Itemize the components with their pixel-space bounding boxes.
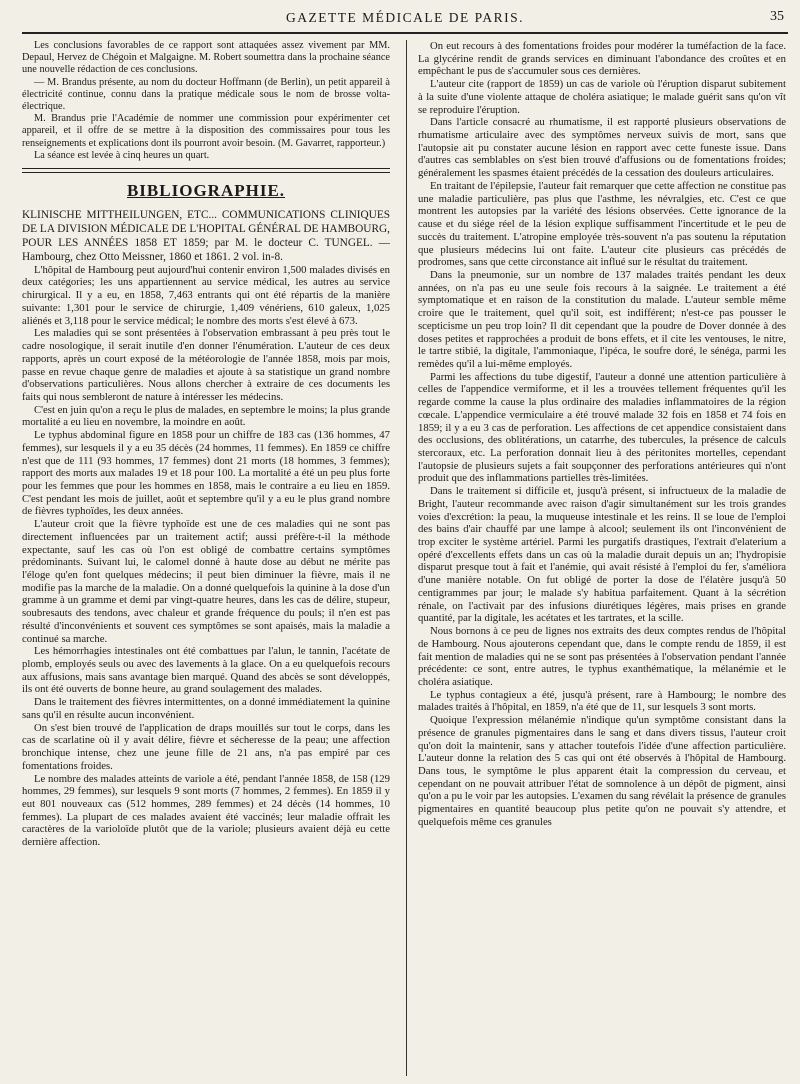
paragraph: Dans la pneumonie, sur un nombre de 137 malades traités pendant les deux années, on n'a pas eu une seule fois recours à la saignée. Le traitement a été symptomatique et en raison de la constitution du malade. L'auteur semble même croire que le traitement, quel qu'il soit, est indifférent; n'est-ce pas pousser le scepticisme un peu trop loin? Il dit cependant que la poudre de Dover donnée à des doses petites et rapprochées a produit de bons effets, et il cite les ventouses, le nitre, le tartre stibié, la digitale, l'ammoniaque, l'ipéca, le soufre doré, le sénéga, parmi les remèdes qu'il a lui-même employés. xyxy=(418,268,786,370)
paragraph: Dans le traitement des fièvres intermittentes, on a donné immédiatement la quinine sans qu'il en résulte aucun inconvénient. xyxy=(22,696,390,721)
page-number: 35 xyxy=(770,9,784,24)
running-title: GAZETTE MÉDICALE DE PARIS. xyxy=(286,10,524,25)
paragraph: Les conclusions favorables de ce rapport sont attaquées assez vivement par MM. Depaul, Hervez de Chégoin et Malgaigne. M. Robert soumettra dans la prochaine séance une nouvelle rédaction de ces conclusions. xyxy=(22,40,390,76)
page-header xyxy=(22,8,788,34)
paragraph: — M. Brandus présente, au nom du docteur Hoffmann (de Berlin), un petit appareil à électricité continue, connu dans la pratique médicale sous le nom de brosse volta-électrique. xyxy=(22,76,390,113)
paragraph: M. Brandus prie l'Académie de nommer une commission pour expérimenter cet appareil, et il offre de se mettre à la disposition des commissaires pour tous les renseignements et explications dont ils pourront avoir besoin. (M. Gavarret, rapporteur.) xyxy=(22,113,390,149)
paragraph: On eut recours à des fomentations froides pour modérer la tuméfaction de la face. La glycérine rendit de grands services en diminuant l'abondance des croûtes et en empêchant le pus de s'accumuler sous ces dernières. xyxy=(418,40,786,78)
paragraph: On s'est bien trouvé de l'application de draps mouillés sur tout le corps, dans les cas de scarlatine où il y avait délire, fièvre et sécheresse de la peau; une affection bronchique intense, chez une jeune fille de 21 ans, n'a pas empiré par ces fomentations froides. xyxy=(22,721,390,772)
left-column xyxy=(22,40,390,1080)
paragraph: Les hémorrhagies intestinales ont été combattues par l'alun, le tannin, l'acétate de plomb, employés seuls ou avec des lavements à la glace. On a eu quelquefois recours aux affusions, mais sans avantage bien marqué. Quand des abcès se sont développés, ils ont été ouverts de bonne heure, au grand soulagement des malades. xyxy=(22,645,390,696)
academy-report xyxy=(22,40,390,162)
section-rule xyxy=(22,168,390,173)
paragraph: L'auteur cite (rapport de 1859) un cas de variole où l'éruption disparut subitement à la suite d'une violente attaque de choléra asiatique; le malade guérit sans qu'on vît se reproduire l'éruption. xyxy=(418,78,786,116)
book-reference: KLINISCHE MITTHEILUNGEN, ETC... COMMUNICATIONS CLINIQUES DE LA DIVISION MÉDICALE DE L'HOPITAL GÉNÉRAL DE HAMBOURG, POUR LES ANNÉES 1858 ET 1859; par M. le docteur C. TUNGEL. — Hambourg, chez Otto Meissner, 1860 et 1861. 2 vol. in-8. xyxy=(22,208,390,263)
paragraph: En traitant de l'épilepsie, l'auteur fait remarquer que cette affection ne constitue pas une maladie particulière, pas plus que l'asthme, les névralgies, etc. C'est ce que montrent les autopsies par la variété des lésions observées. Cette ignorance de la cause et du siége réel de la lésion explique suffisamment l'incertitude et le peu de succès du traitement. L'atropine employée très-souvent n'a pas soutenu la réputation que plusieurs médecins lui ont faite. L'auteur cite plusieurs cas précédés de prodromes, sans que cette circonstance ait influé sur le résultat du traitement. xyxy=(418,179,786,269)
paragraph: Parmi les affections du tube digestif, l'auteur a donné une attention particulière à celles de l'appendice vermiforme, et il les a trouvées tellement fréquentes qu'il les regarde comme la cause la plus ordinaire des maladies inflammatoires de la région cœcale. L'appendice vermiculaire a été trouvé malade 32 fois en 1858 et 74 fois en 1859; il y a eu 3 cas de perforation. Les affections de cet appendice consistaient dans des occlusions, des oblitérations, un catarrhe, des tubercules, la présence de calculs stercoraux, etc. La perforation donnait lieu à des péritonites mortelles, cependant l'autopsie de plusieurs sujets a fait soupçonner des perforations antérieures qui n'ont produit que des inflammations partielles très-limitées. xyxy=(418,370,786,485)
section-title: BIBLIOGRAPHIE. xyxy=(126,181,286,201)
column-divider xyxy=(406,40,407,1076)
paragraph: Le typhus abdominal figure en 1858 pour un chiffre de 183 cas (136 hommes, 47 femmes), sur lesquels il y a eu 35 décès (24 hommes, 11 femmes). En 1859 ce chiffre n'est que de 111 (93 hommes, 17 femmes) dont 21 morts (18 hommes, 3 femmes); rapport des morts aux malades 19 et 18 pour 100. La mortalité a été un peu plus forte pour les femmes que pour les hommes en 1858, mais le contraire a eu lieu en 1859. C'est pendant les mois de juillet, août et septembre qu'il y a eu le plus grand nombre de fièvres typhoïdes, les deux années. xyxy=(22,429,390,518)
paragraph: L'auteur croit que la fièvre typhoïde est une de ces maladies qui ne sont pas directement influencées par un traitement actif; aussi préfère-t-il la méthode expectante, sauf les cas où l'on est obligé de combattre certains symptômes prédominants. Suivant lui, le calomel donné à haute dose au début ne mérite pas l'éloge qu'en font quelques médecins; il peut bien diminuer la fièvre, mais il ne modifie pas la marche de la maladie. On a donné quelquefois la quinine à la dose d'un gramme à un gramme et demi par vingt-quatre heures, dans les cas de délire, stupeur, soubresauts des tendons, avec chaleur et grande fréquence du pouls; il n'en est pas résulté d'inconvénients et souvent ces symptômes se sont apaisés, mais la maladie a continué sa marche. xyxy=(22,518,390,645)
paragraph: Dans l'article consacré au rhumatisme, il est rapporté plusieurs observations de rhumatisme articulaire avec des symptômes nerveux suivis de mort, sans que l'autopsie ait pu constater aucune lésion en rapport avec cette funeste issue. Dans d'autres cas semblables on s'est bien trouvé d'affusions ou de fomentations froides; généralement les spasmes étaient précédés de la cessation des douleurs articulaires. xyxy=(418,116,786,180)
paragraph: Dans le traitement si difficile et, jusqu'à présent, si infructueux de la maladie de Bright, l'auteur recommande avec raison d'agir simultanément sur les trois grandes voies d'excrétion: la peau, la muqueuse intestinale et les reins. Il se loue de l'emploi des bains d'air chauffé par une lampe à alcool; seulement ils ont l'inconvénient de trop exciter le système artériel. Parmi les purgatifs drastiques, l'extrait d'elaterium a opéré d'excellents effets dans un cas où la maladie durait depuis un an; l'hydropisie disparut presque tout à fait et l'anémie, qui avait résisté à l'emploi du fer, s'améliora d'une manière notable. On fut obligé de porter la dose de l'élatère jusqu'à 50 centigrammes par jour; le malade s'y habitua parfaitement. Quant à la sécrétion rénale, on l'activait par des infusions diurétiques légères, mais prises en grande quantité, par la digitale, les acétates et les tartrates, et la scille. xyxy=(418,485,786,625)
right-column xyxy=(418,40,786,1080)
paragraph: L'hôpital de Hambourg peut aujourd'hui contenir environ 1,500 malades divisés en deux catégories; les uns appartiennent au service médical, les autres au service chirurgical. Il y a eu, en 1858, 7,463 entrants qui ont été répartis de la manière suivante: 1,301 pour le service de chirurgie, 1,409 vénériens, 610 galeux, 1,025 aliénés et 3,118 pour le service médical; le nombre des morts s'est élevé à 673. xyxy=(22,263,390,327)
paragraph: Nous bornons à ce peu de lignes nos extraits des deux comptes rendus de l'hôpital de Hambourg. Nous ajouterons cependant que, dans le compte rendu de 1859, il est fait mention de maladies qui ne se sont pas présentées à l'observation pendant l'année précédente: ce sont, entre autres, le typhus exanthématique, la mélanémie et le choléra asiatique. xyxy=(418,625,786,688)
paragraph: Quoique l'expression mélanémie n'indique qu'un symptôme consistant dans la présence de granules pigmentaires dans le sang et dans divers tissus, l'auteur croit qu'on doit la maintenir, sans y attacher toutefois l'idée d'une affection particulière. L'auteur donne la relation des 5 cas qui ont été observés à l'hôpital de Hambourg. Dans tous, le symptôme le plus apparent était la compression du cerveau, et cependant on ne pouvait attribuer l'état de somnolence à un dépôt de pigment, ainsi qu'on a pu le voir par les autopsies. L'examen du sang révélait la présence de granules pigmentaires en quantité beaucoup plus petite qu'on ne pouvait s'y attendre, et quelquefois même ces granules xyxy=(418,714,786,828)
paragraph: C'est en juin qu'on a reçu le plus de malades, en septembre le moins; la plus grande mortalité a eu lieu en novembre, la moindre en août. xyxy=(22,403,390,429)
paragraph: Le typhus contagieux a été, jusqu'à présent, rare à Hambourg; le nombre des malades traités à l'hôpital, en 1859, n'a été que de 11, sur lesquels 3 sont morts. xyxy=(418,688,786,714)
paragraph: La séance est levée à cinq heures un quart. xyxy=(34,149,210,161)
paragraph: Le nombre des malades atteints de variole a été, pendant l'année 1858, de 158 (129 hommes, 29 femmes), sur lesquels 9 sont morts (7 hommes, 2 femmes). En 1859 il y eut 801 nouveaux cas (512 hommes, 289 femmes) et 24 décès (14 hommes, 10 femmes). La plupart de ces malades avaient été vaccinés; leur maladie offrait les caractères de la varioloïde plutôt que de la variole; plusieurs avaient déjà eu cette dernière affection. xyxy=(22,772,390,849)
paragraph: Les maladies qui se sont présentées à l'observation embrassant à peu près tout le cadre nosologique, il serait inutile d'en donner l'énumération. L'auteur de ces deux rapports, après un court exposé de la météorologie de l'année 1858, mois par mois, passe en revue chaque genre de maladies et ajoute à sa statistique un grand nombre d'observations particulières. Nous allons chercher à extraire de ces documents les faits qui nous sembleront de nature à intéresser les médecins. xyxy=(22,327,390,403)
